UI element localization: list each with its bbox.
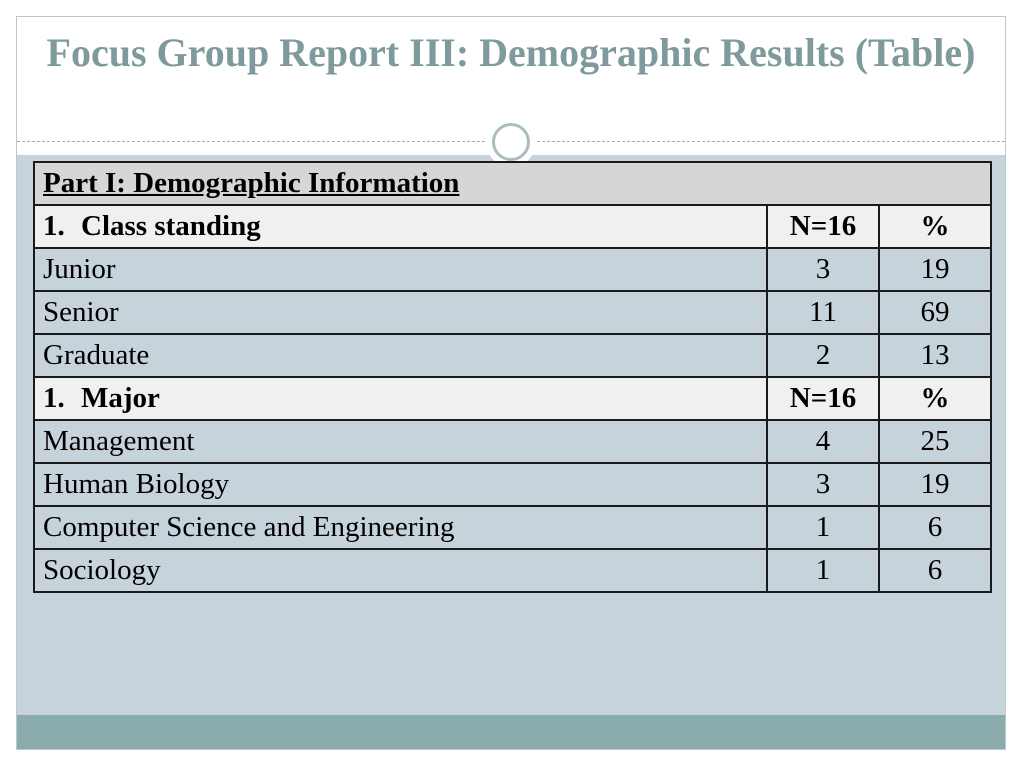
row-n: 3	[767, 248, 879, 291]
section-row-class-standing	[34, 205, 991, 248]
n-header: N=16	[767, 205, 879, 248]
row-pct: 19	[879, 248, 991, 291]
row-label: Senior	[34, 291, 767, 334]
row-n: 2	[767, 334, 879, 377]
section-title-cell	[34, 377, 767, 420]
row-pct: 13	[879, 334, 991, 377]
section-number: 1.	[43, 382, 65, 414]
row-pct: 19	[879, 463, 991, 506]
section-number: 1.	[43, 210, 65, 242]
row-label: Management	[34, 420, 767, 463]
section-row-major	[34, 377, 991, 420]
row-pct: 25	[879, 420, 991, 463]
demographics-table	[33, 161, 992, 593]
table-row	[34, 291, 991, 334]
table-row	[34, 334, 991, 377]
row-n: 1	[767, 506, 879, 549]
bottom-bar	[17, 715, 1005, 749]
row-label: Sociology	[34, 549, 767, 592]
row-label: Graduate	[34, 334, 767, 377]
table-row	[34, 506, 991, 549]
row-n: 11	[767, 291, 879, 334]
table-header-row	[34, 162, 991, 205]
pct-header: %	[879, 377, 991, 420]
section-label: Class standing	[81, 210, 261, 242]
n-header: N=16	[767, 377, 879, 420]
section-label: Major	[81, 382, 160, 414]
row-n: 1	[767, 549, 879, 592]
row-label: Computer Science and Engineering	[34, 506, 767, 549]
pct-header: %	[879, 205, 991, 248]
row-label: Human Biology	[34, 463, 767, 506]
row-pct: 6	[879, 549, 991, 592]
row-pct: 69	[879, 291, 991, 334]
ring-icon	[492, 123, 530, 161]
table-row	[34, 463, 991, 506]
table-row	[34, 248, 991, 291]
table-header: Part I: Demographic Information	[43, 167, 460, 199]
table-row	[34, 420, 991, 463]
circle-ornament-icon	[486, 117, 536, 167]
slide-title: Focus Group Report III: Demographic Results (Table)	[46, 30, 976, 75]
row-n: 4	[767, 420, 879, 463]
section-title-cell	[34, 205, 767, 248]
row-label: Junior	[34, 248, 767, 291]
row-n: 3	[767, 463, 879, 506]
table-header-cell	[34, 162, 991, 205]
row-pct: 6	[879, 506, 991, 549]
table-row	[34, 549, 991, 592]
